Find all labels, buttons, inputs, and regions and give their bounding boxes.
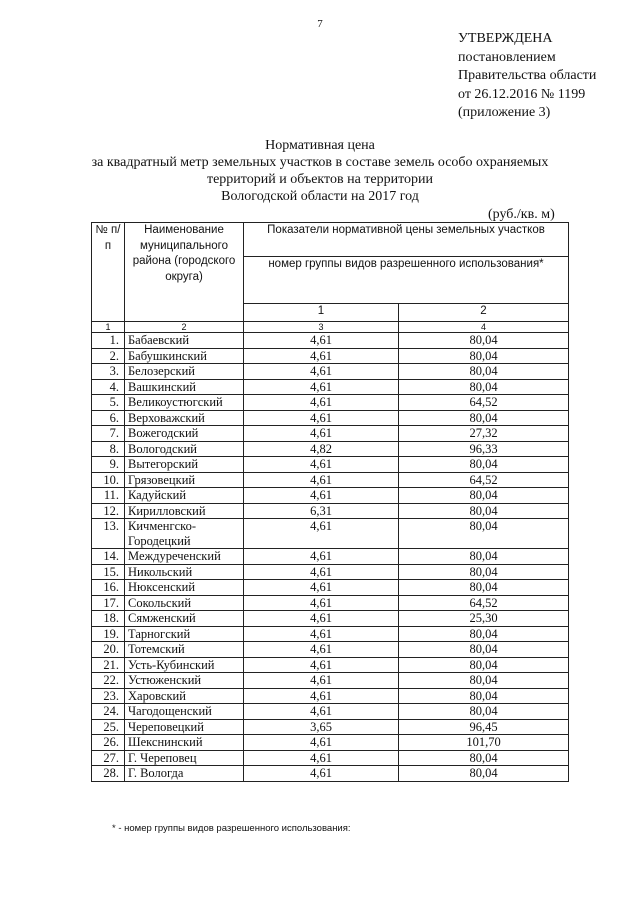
district-name: Сокольский bbox=[125, 595, 244, 611]
price-group-2: 101,70 bbox=[399, 735, 569, 751]
title-line: за квадратный метр земельных участков в составе земель особо охраняемых bbox=[91, 155, 549, 170]
price-group-2: 64,52 bbox=[399, 472, 569, 488]
district-name: Вытегорский bbox=[125, 457, 244, 473]
price-group-1: 4,82 bbox=[244, 441, 399, 457]
table-row bbox=[92, 626, 569, 642]
district-name: Шекснинский bbox=[125, 735, 244, 751]
district-name: Грязовецкий bbox=[125, 472, 244, 488]
table-row bbox=[92, 441, 569, 457]
price-group-1: 4,61 bbox=[244, 549, 399, 565]
page-number: 7 bbox=[317, 18, 323, 30]
price-group-1: 3,65 bbox=[244, 719, 399, 735]
column-index: 4 bbox=[399, 322, 569, 333]
title-line: Вологодской области на 2017 год bbox=[221, 189, 419, 204]
district-name: Устюженский bbox=[125, 673, 244, 689]
price-group-2: 80,04 bbox=[399, 766, 569, 782]
price-group-1: 4,61 bbox=[244, 426, 399, 442]
price-group-2: 80,04 bbox=[399, 549, 569, 565]
column-index: 2 bbox=[125, 322, 244, 333]
price-group-1: 4,61 bbox=[244, 704, 399, 720]
price-group-2: 80,04 bbox=[399, 379, 569, 395]
price-group-2: 80,04 bbox=[399, 364, 569, 380]
table-row bbox=[92, 735, 569, 751]
district-name: Г. Череповец bbox=[125, 750, 244, 766]
row-number: 24. bbox=[92, 704, 125, 720]
district-name: Усть-Кубинский bbox=[125, 657, 244, 673]
price-group-1: 4,61 bbox=[244, 673, 399, 689]
row-number: 16. bbox=[92, 580, 125, 596]
title-line: Нормативная цена bbox=[265, 138, 375, 153]
price-group-2: 80,04 bbox=[399, 457, 569, 473]
table-row bbox=[92, 472, 569, 488]
column-index: 3 bbox=[244, 322, 399, 333]
district-name: Бабушкинский bbox=[125, 348, 244, 364]
table-row bbox=[92, 348, 569, 364]
row-number: 28. bbox=[92, 766, 125, 782]
price-group-1: 4,61 bbox=[244, 564, 399, 580]
district-name: Чагодощенский bbox=[125, 704, 244, 720]
price-group-2: 80,04 bbox=[399, 488, 569, 504]
row-number: 25. bbox=[92, 719, 125, 735]
district-name: Вашкинский bbox=[125, 379, 244, 395]
price-group-1: 4,61 bbox=[244, 766, 399, 782]
price-group-2: 27,32 bbox=[399, 426, 569, 442]
district-name: Кирилловский bbox=[125, 503, 244, 519]
price-group-1: 4,61 bbox=[244, 688, 399, 704]
district-name: Белозерский bbox=[125, 364, 244, 380]
price-group-1: 4,61 bbox=[244, 348, 399, 364]
header-indicators: Показатели нормативной цены земельных участков bbox=[244, 223, 569, 257]
header-name: Наименование муниципального района (городского округа) bbox=[125, 223, 244, 322]
row-number: 4. bbox=[92, 379, 125, 395]
price-group-2: 80,04 bbox=[399, 704, 569, 720]
table-row bbox=[92, 564, 569, 580]
price-group-2: 25,30 bbox=[399, 611, 569, 627]
district-name: Нюксенский bbox=[125, 580, 244, 596]
price-group-1: 4,61 bbox=[244, 457, 399, 473]
row-number: 21. bbox=[92, 657, 125, 673]
price-group-1: 4,61 bbox=[244, 580, 399, 596]
price-group-1: 4,61 bbox=[244, 642, 399, 658]
table-row bbox=[92, 595, 569, 611]
header-row bbox=[92, 223, 569, 257]
table-row bbox=[92, 379, 569, 395]
price-group-2: 80,04 bbox=[399, 348, 569, 364]
table-row bbox=[92, 673, 569, 689]
price-group-2: 80,04 bbox=[399, 519, 569, 549]
table-row bbox=[92, 488, 569, 504]
approval-block bbox=[458, 30, 596, 123]
district-name: Бабаевский bbox=[125, 333, 244, 349]
table-row bbox=[92, 766, 569, 782]
district-name: Кадуйский bbox=[125, 488, 244, 504]
row-number: 14. bbox=[92, 549, 125, 565]
row-number: 13. bbox=[92, 519, 125, 549]
header-group-2: 2 bbox=[399, 304, 569, 322]
header-group: номер группы видов разрешенного использования* bbox=[244, 257, 569, 304]
table-row bbox=[92, 457, 569, 473]
price-group-2: 96,45 bbox=[399, 719, 569, 735]
column-index-row bbox=[92, 322, 569, 333]
price-group-2: 80,04 bbox=[399, 657, 569, 673]
row-number: 2. bbox=[92, 348, 125, 364]
table-row bbox=[92, 519, 569, 549]
district-name: Череповецкий bbox=[125, 719, 244, 735]
district-name: Харовский bbox=[125, 688, 244, 704]
price-group-1: 4,61 bbox=[244, 333, 399, 349]
row-number: 22. bbox=[92, 673, 125, 689]
district-name: Великоустюгский bbox=[125, 395, 244, 411]
price-group-1: 4,61 bbox=[244, 611, 399, 627]
table-row bbox=[92, 395, 569, 411]
price-group-1: 4,61 bbox=[244, 657, 399, 673]
approval-line: УТВЕРЖДЕНА bbox=[458, 31, 553, 46]
header-num: № п/п bbox=[92, 223, 125, 322]
table-row bbox=[92, 611, 569, 627]
price-group-2: 80,04 bbox=[399, 410, 569, 426]
price-group-1: 4,61 bbox=[244, 472, 399, 488]
table-row bbox=[92, 503, 569, 519]
approval-line: от 26.12.2016 № 1199 bbox=[458, 86, 586, 102]
price-group-1: 4,61 bbox=[244, 750, 399, 766]
table-row bbox=[92, 333, 569, 349]
price-group-2: 80,04 bbox=[399, 564, 569, 580]
row-number: 3. bbox=[92, 364, 125, 380]
price-group-2: 80,04 bbox=[399, 333, 569, 349]
district-name: Кичменгско-Городецкий bbox=[125, 519, 244, 549]
row-number: 9. bbox=[92, 457, 125, 473]
row-number: 27. bbox=[92, 750, 125, 766]
row-number: 6. bbox=[92, 410, 125, 426]
row-number: 18. bbox=[92, 611, 125, 627]
price-group-2: 80,04 bbox=[399, 688, 569, 704]
price-group-1: 4,61 bbox=[244, 626, 399, 642]
column-index: 1 bbox=[92, 322, 125, 333]
district-name: Вологодский bbox=[125, 441, 244, 457]
district-name: Г. Вологда bbox=[125, 766, 244, 782]
price-group-1: 4,61 bbox=[244, 735, 399, 751]
table-row bbox=[92, 657, 569, 673]
header-group-1: 1 bbox=[244, 304, 399, 322]
district-name: Тарногский bbox=[125, 626, 244, 642]
row-number: 26. bbox=[92, 735, 125, 751]
title-line: территорий и объектов на территории bbox=[206, 172, 434, 187]
price-group-1: 4,61 bbox=[244, 595, 399, 611]
table-row bbox=[92, 364, 569, 380]
district-name: Сямженский bbox=[125, 611, 244, 627]
approval-line: Правительства области bbox=[458, 68, 597, 83]
units-label: (руб./кв. м) bbox=[488, 207, 555, 222]
price-group-2: 80,04 bbox=[399, 750, 569, 766]
price-group-2: 64,52 bbox=[399, 395, 569, 411]
price-group-1: 6,31 bbox=[244, 503, 399, 519]
approval-line: постановлением bbox=[458, 49, 556, 65]
price-group-1: 4,61 bbox=[244, 364, 399, 380]
price-group-1: 4,61 bbox=[244, 410, 399, 426]
row-number: 8. bbox=[92, 441, 125, 457]
price-group-2: 80,04 bbox=[399, 626, 569, 642]
table-row bbox=[92, 426, 569, 442]
table-row bbox=[92, 549, 569, 565]
document-title bbox=[0, 137, 640, 205]
price-group-1: 4,61 bbox=[244, 379, 399, 395]
table-row bbox=[92, 719, 569, 735]
price-group-1: 4,61 bbox=[244, 488, 399, 504]
district-name: Вожегодский bbox=[125, 426, 244, 442]
table-row bbox=[92, 704, 569, 720]
table-row bbox=[92, 750, 569, 766]
row-number: 23. bbox=[92, 688, 125, 704]
table-row bbox=[92, 410, 569, 426]
row-number: 17. bbox=[92, 595, 125, 611]
row-number: 5. bbox=[92, 395, 125, 411]
row-number: 19. bbox=[92, 626, 125, 642]
row-number: 15. bbox=[92, 564, 125, 580]
row-number: 10. bbox=[92, 472, 125, 488]
table-row bbox=[92, 642, 569, 658]
row-number: 12. bbox=[92, 503, 125, 519]
price-group-2: 80,04 bbox=[399, 580, 569, 596]
row-number: 11. bbox=[92, 488, 125, 504]
price-group-2: 80,04 bbox=[399, 642, 569, 658]
price-group-2: 96,33 bbox=[399, 441, 569, 457]
price-group-2: 80,04 bbox=[399, 503, 569, 519]
table-row bbox=[92, 580, 569, 596]
district-name: Междуреченский bbox=[125, 549, 244, 565]
price-table bbox=[91, 222, 569, 782]
district-name: Никольский bbox=[125, 564, 244, 580]
district-name: Верховажский bbox=[125, 410, 244, 426]
table-row bbox=[92, 688, 569, 704]
row-number: 20. bbox=[92, 642, 125, 658]
district-name: Тотемский bbox=[125, 642, 244, 658]
price-group-2: 64,52 bbox=[399, 595, 569, 611]
row-number: 1. bbox=[92, 333, 125, 349]
row-number: 7. bbox=[92, 426, 125, 442]
approval-line: (приложение 3) bbox=[458, 105, 551, 120]
price-group-1: 4,61 bbox=[244, 395, 399, 411]
footnote: * - номер группы видов разрешенного использования: bbox=[112, 823, 351, 834]
price-group-2: 80,04 bbox=[399, 673, 569, 689]
price-group-1: 4,61 bbox=[244, 519, 399, 549]
